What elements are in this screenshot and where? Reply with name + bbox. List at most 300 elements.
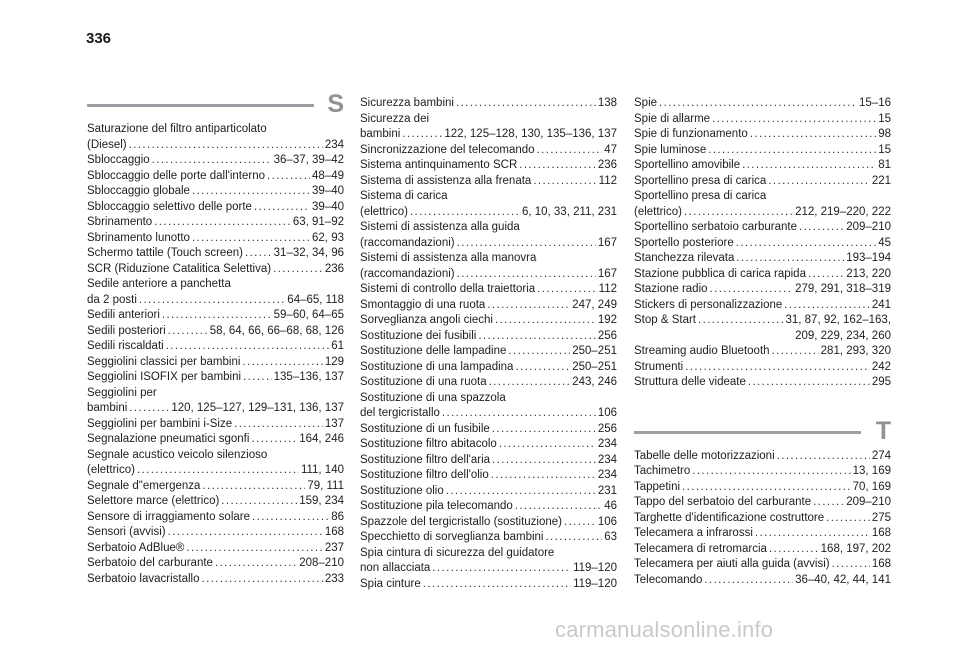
entry-title: Selettore marce (elettrico) — [87, 495, 220, 507]
index-entry — [634, 480, 891, 496]
entry-line — [634, 449, 891, 465]
index-entry — [634, 375, 891, 391]
index-entry — [360, 158, 617, 174]
index-entry — [634, 112, 891, 128]
entry-line — [360, 484, 617, 500]
index-entry — [634, 220, 891, 236]
dot-leader — [736, 236, 876, 252]
entry-pages: 63, 91–92 — [292, 216, 344, 228]
dot-leader — [245, 246, 272, 262]
entry-pages: 236 — [324, 262, 344, 275]
dot-leader — [736, 251, 844, 267]
index-entry — [87, 510, 344, 526]
section-letter: S — [327, 90, 344, 118]
entry-line — [87, 231, 344, 247]
index-entry — [87, 200, 344, 216]
entry-line — [360, 158, 617, 174]
index-entry — [634, 158, 891, 174]
entry-pages: 137 — [324, 417, 344, 430]
entry-title: Sostituzione di un fusibile — [360, 422, 490, 435]
entry-line — [360, 205, 617, 221]
entry-pages: 209–210 — [846, 496, 891, 508]
entry-line — [87, 355, 344, 371]
entry-text-line: Sedile anteriore a panchetta — [87, 278, 231, 290]
index-entry — [360, 344, 617, 360]
entry-pages: 168 — [871, 558, 891, 570]
entry-pages: 135–136, 137 — [273, 371, 344, 383]
index-entry — [87, 386, 344, 417]
entry-line — [87, 293, 344, 309]
entry-line — [634, 480, 891, 496]
dot-leader — [799, 220, 844, 236]
entry-line — [634, 158, 891, 174]
dot-leader — [457, 236, 596, 252]
index-entry — [87, 308, 344, 324]
entry-line — [360, 515, 617, 531]
dot-leader — [537, 282, 597, 298]
index-entry — [634, 313, 891, 344]
entry-line — [87, 525, 344, 541]
index-entry — [87, 231, 344, 247]
entry-line — [634, 220, 891, 236]
entry-line — [360, 406, 617, 422]
entry-line — [360, 344, 617, 360]
dot-leader — [192, 231, 310, 247]
section-letter: T — [875, 416, 891, 445]
entry-title: Sensore di irraggiamento solare — [87, 510, 251, 523]
dot-leader — [748, 375, 870, 391]
entry-pages: 46 — [604, 500, 617, 512]
index-entry — [87, 277, 344, 308]
entry-pages: 13, 169 — [852, 465, 891, 477]
entry-pages: 31, 87, 92, 162–163, — [785, 314, 891, 326]
entry-line — [360, 282, 617, 298]
entry-title: (Diesel) — [87, 138, 127, 151]
index-entry — [87, 324, 344, 340]
index-entry — [360, 391, 617, 422]
entry-title: Seggiolini per bambini i-Size — [87, 417, 233, 430]
entry-title: Sportellino serbatoio carburante — [634, 221, 798, 233]
entry-title: non allacciata — [360, 562, 431, 574]
index-entry — [87, 417, 344, 433]
entry-text-line: Sistemi di assistenza alla guida — [360, 221, 520, 233]
entry-pages: 193–194 — [846, 252, 891, 264]
dot-leader — [234, 417, 323, 433]
entry-line — [634, 573, 891, 589]
entry-pages: 79, 111 — [307, 479, 344, 492]
entry-pages: 250–251 — [572, 360, 617, 373]
index-entry — [634, 174, 891, 190]
entry-line — [634, 298, 891, 314]
dot-leader — [446, 484, 596, 500]
dot-leader — [139, 293, 285, 309]
entry-title: Seggiolini classici per bambini — [87, 355, 241, 368]
dot-leader — [704, 573, 793, 589]
entry-line — [360, 329, 617, 345]
dot-leader — [784, 298, 870, 314]
index-entry — [87, 432, 344, 448]
index-entry — [87, 184, 344, 200]
entry-pages: 236 — [597, 159, 617, 171]
dot-leader — [129, 401, 169, 417]
index-entry — [634, 344, 891, 360]
entry-pages: 112 — [598, 174, 617, 187]
index-entry — [87, 215, 344, 231]
index-entry — [87, 246, 344, 262]
entry-pages: 213, 220 — [846, 267, 891, 280]
entry-title: del tergicristallo — [360, 407, 440, 419]
index-entry — [634, 251, 891, 267]
entry-pages: 279, 291, 318–319 — [795, 283, 891, 295]
entry-line — [87, 572, 344, 588]
index-entry — [360, 468, 617, 484]
entry-pages: 281, 293, 320 — [820, 345, 891, 357]
dot-leader — [495, 313, 596, 329]
entry-title: (elettrico) — [87, 464, 135, 476]
index-entry — [360, 577, 617, 593]
entry-line — [634, 143, 891, 159]
index-column-2 — [360, 96, 617, 592]
index-entry — [634, 189, 891, 220]
entry-title: Seggiolini ISOFIX per bambini — [87, 371, 242, 383]
dot-leader — [515, 499, 602, 515]
entry-title: Sbloccaggio selettivo delle porte — [87, 200, 252, 213]
section-rule — [87, 104, 314, 107]
entry-line — [360, 143, 617, 159]
entry-line — [634, 526, 891, 542]
entry-pages: 6, 10, 33, 211, 231 — [521, 205, 617, 218]
entry-line — [360, 422, 617, 438]
entry-line — [634, 267, 891, 283]
entry-line — [87, 169, 344, 185]
index-entry — [634, 236, 891, 252]
dot-leader — [168, 324, 208, 340]
entry-line — [634, 344, 891, 360]
entry-line — [634, 360, 891, 376]
entry-line — [87, 324, 344, 340]
dot-leader — [456, 96, 596, 112]
entry-pages: 129 — [324, 355, 344, 368]
entry-pages: 192 — [597, 314, 617, 326]
entry-pages: 168, 197, 202 — [820, 542, 891, 555]
entry-title: Telecamera per aiuti alla guida (avvisi) — [634, 558, 830, 570]
dot-leader — [221, 494, 297, 510]
dot-leader — [545, 530, 602, 546]
entry-pages: 36–40, 42, 44, 141 — [795, 573, 891, 586]
entry-line — [634, 495, 891, 511]
entry-pages: 167 — [597, 267, 617, 280]
entry-pages: 234 — [597, 469, 617, 481]
index-entry — [634, 542, 891, 558]
index-entry — [87, 355, 344, 371]
dot-leader — [168, 525, 323, 541]
entry-pages: 234 — [324, 138, 344, 151]
entry-title: Spazzole del tergicristallo (sostituzione) — [360, 515, 562, 528]
dot-leader — [742, 158, 876, 174]
entry-line — [87, 262, 344, 278]
dot-leader — [537, 143, 603, 159]
index-entry — [634, 267, 891, 283]
entry-pages: 36–37, 39–42 — [273, 154, 344, 166]
entry-pages: 58, 64, 66, 66–68, 68, 126 — [209, 324, 344, 337]
entry-pages: 247, 249 — [572, 298, 617, 311]
dot-leader — [777, 449, 870, 465]
entry-pages: 39–40 — [312, 185, 344, 197]
entry-title: Spia cinture — [360, 577, 421, 590]
entry-pages: 233 — [324, 572, 344, 585]
dot-leader — [457, 267, 596, 283]
index-entry — [360, 329, 617, 345]
entry-pages: 64–65, 118 — [287, 293, 344, 306]
entry-title: Smontaggio di una ruota — [360, 298, 486, 311]
entry-line — [634, 251, 891, 267]
entry-title: Sincronizzazione del telecomando — [360, 143, 535, 156]
entry-title: Serbatoio lavacristallo — [87, 572, 200, 585]
entry-line — [87, 184, 344, 200]
entry-line — [87, 541, 344, 557]
entry-pages: 168 — [871, 527, 891, 539]
entry-text-line: Saturazione del filtro antiparticolato — [87, 123, 267, 135]
entry-pages: 86 — [331, 510, 344, 523]
entry-pages: 208–210 — [299, 557, 344, 569]
index-entry — [634, 557, 891, 573]
dot-leader — [192, 184, 310, 200]
entry-line — [634, 236, 891, 252]
entry-line — [87, 494, 344, 510]
entry-pages: 209–210 — [846, 221, 891, 233]
entry-line — [360, 313, 617, 329]
entry-pages: 106 — [597, 407, 617, 419]
index-entry — [634, 96, 891, 112]
entry-line — [87, 200, 344, 216]
index-entry — [87, 370, 344, 386]
dot-leader — [769, 542, 819, 558]
index-entry — [634, 127, 891, 143]
entry-pages: 250–251 — [572, 345, 617, 357]
entry-line — [87, 246, 344, 262]
entry-pages: 39–40 — [312, 200, 344, 213]
index-entry — [360, 174, 617, 190]
entry-line — [634, 174, 891, 190]
entry-pages: 70, 169 — [852, 480, 891, 493]
dot-leader — [267, 169, 310, 185]
entry-title: Sostituzione delle lampadine — [360, 345, 507, 357]
entry-line — [87, 417, 344, 433]
entry-title: Stanchezza rilevata — [634, 252, 735, 264]
entry-title: Sostituzione olio — [360, 484, 444, 497]
section-rule — [634, 431, 861, 434]
entry-title: Sedili anteriori — [87, 309, 160, 321]
entry-title: (elettrico) — [360, 205, 408, 218]
entry-pages: 167 — [597, 236, 617, 249]
index-entry — [360, 422, 617, 438]
entry-title: Sostituzione di una ruota — [360, 376, 487, 388]
entry-line — [634, 375, 891, 391]
entry-pages: 15 — [878, 143, 891, 156]
dot-leader — [768, 174, 869, 190]
entry-line — [360, 360, 617, 376]
dot-leader — [710, 282, 794, 298]
index-entry — [634, 464, 891, 480]
index-entry — [87, 122, 344, 153]
entry-text-line: Sportellino presa di carica — [634, 190, 767, 202]
dot-leader — [659, 96, 857, 112]
dot-leader — [243, 370, 272, 386]
entry-pages: 274 — [871, 449, 891, 462]
index-entry — [360, 453, 617, 469]
entry-line — [87, 153, 344, 169]
entry-text-line: Sicurezza dei — [360, 112, 430, 125]
index-entry — [360, 546, 617, 577]
index-entry — [360, 375, 617, 391]
entry-line — [634, 96, 891, 112]
index-entry — [360, 112, 617, 143]
dot-leader — [772, 344, 819, 360]
index-entry — [360, 282, 617, 298]
index-entry — [634, 449, 891, 465]
entry-title: Sostituzione di una lampadina — [360, 360, 514, 373]
index-entry — [360, 530, 617, 546]
entry-pages: 275 — [871, 511, 891, 524]
entry-pages: 48–49 — [312, 169, 344, 182]
index-entry — [360, 437, 617, 453]
entry-pages: 63 — [604, 531, 617, 543]
dot-leader — [152, 153, 272, 169]
dot-leader — [832, 557, 870, 573]
index-column-3 — [634, 96, 891, 588]
entry-pages: 243, 246 — [572, 376, 617, 388]
entry-line — [360, 96, 617, 112]
entry-pages: 164, 246 — [299, 433, 344, 445]
entry-line — [360, 127, 617, 143]
index-entry — [87, 339, 344, 355]
entry-title: Segnalazione pneumatici sgonfi — [87, 433, 250, 445]
entry-line — [360, 298, 617, 314]
entry-line — [360, 561, 617, 577]
entry-text-line: Sistemi di assistenza alla manovra — [360, 252, 537, 264]
entry-title: Sostituzione filtro dell'olio — [360, 469, 489, 481]
dot-leader — [423, 577, 571, 593]
entry-text-line: Spia cintura di sicurezza del guidatore — [360, 546, 555, 559]
entry-pages: 120, 125–127, 129–131, 136, 137 — [171, 402, 344, 414]
entry-pages: 221 — [871, 174, 891, 187]
entry-line — [360, 530, 617, 546]
entry-title: Spie luminose — [634, 143, 707, 156]
entry-pages: 241 — [871, 298, 891, 311]
index-entry — [360, 96, 617, 112]
entry-title: Sbloccaggio delle porte dall'interno — [87, 169, 266, 182]
dot-leader — [154, 215, 291, 231]
entry-title: SCR (Riduzione Catalitica Selettiva) — [87, 262, 272, 275]
entry-pages: 81 — [878, 159, 891, 171]
dot-leader — [712, 112, 876, 128]
dot-leader — [432, 561, 571, 577]
entry-title: Sbloccaggio globale — [87, 185, 190, 197]
dot-leader — [508, 344, 570, 360]
entry-line — [360, 437, 617, 453]
dot-leader — [402, 127, 442, 143]
dot-leader — [166, 339, 330, 355]
index-entry — [87, 572, 344, 588]
entry-title: Segnale d"emergenza — [87, 479, 201, 492]
entry-title: (elettrico) — [634, 205, 682, 218]
entry-line — [87, 339, 344, 355]
entry-pages: 98 — [878, 128, 891, 140]
index-entry — [634, 282, 891, 298]
entry-pages: 47 — [604, 143, 617, 156]
entry-line — [634, 205, 891, 221]
entry-line — [360, 468, 617, 484]
index-entry — [87, 556, 344, 572]
dot-leader — [202, 479, 305, 495]
entry-title: Sostituzione filtro dell'aria — [360, 453, 491, 466]
dot-leader — [491, 468, 596, 484]
dot-leader — [242, 355, 322, 371]
entry-pages: 295 — [871, 376, 891, 388]
entry-title: Spie di funzionamento — [634, 128, 748, 140]
dot-leader — [478, 329, 595, 345]
dot-leader — [254, 200, 310, 216]
entry-title: da 2 posti — [87, 293, 137, 306]
entry-text-line: Seggiolini per — [87, 386, 157, 399]
entry-pages: 138 — [597, 97, 617, 109]
entry-pages: 59–60, 64–65 — [273, 309, 344, 321]
dot-leader — [273, 262, 323, 278]
entry-title: Schermo tattile (Touch screen) — [87, 247, 243, 259]
entry-title: Sportellino amovibile — [634, 159, 741, 171]
dot-leader — [750, 127, 876, 143]
dot-leader — [252, 510, 329, 526]
entry-line — [360, 267, 617, 283]
entry-title: Sistema di assistenza alla frenata — [360, 174, 532, 187]
entry-title: Stickers di personalizzazione — [634, 298, 783, 311]
index-entry — [634, 495, 891, 511]
dot-leader — [410, 205, 520, 221]
entry-title: Sistema antinquinamento SCR — [360, 159, 518, 171]
dot-leader — [499, 437, 596, 453]
dot-leader — [202, 572, 323, 588]
entry-title: Telecomando — [634, 573, 703, 586]
entry-pages-continued: 209, 229, 234, 260 — [795, 329, 891, 342]
index-entry — [87, 262, 344, 278]
entry-text-line: Segnale acustico veicolo silenzioso — [87, 448, 268, 461]
entry-title: Sostituzione pila telecomando — [360, 500, 513, 512]
entry-line — [634, 464, 891, 480]
entry-line — [87, 510, 344, 526]
entry-line — [360, 174, 617, 190]
entry-line — [634, 127, 891, 143]
entry-title: Streaming audio Bluetooth — [634, 345, 770, 357]
dot-leader — [813, 495, 844, 511]
entry-pages: 112 — [598, 283, 617, 295]
entry-line — [87, 138, 344, 154]
dot-leader — [755, 526, 870, 542]
entry-pages: 159, 234 — [299, 495, 344, 507]
index-entry — [634, 511, 891, 527]
entry-title: Serbatoio AdBlue® — [87, 541, 185, 554]
index-entry — [360, 499, 617, 515]
entry-text-line: Sostituzione di una spazzola — [360, 391, 506, 404]
entry-line — [634, 112, 891, 128]
index-entry — [87, 541, 344, 557]
entry-title: Spie — [634, 97, 658, 109]
index-entry — [87, 153, 344, 169]
entry-title: Sbrinamento lunotto — [87, 231, 190, 244]
index-entry — [634, 526, 891, 542]
entry-line — [87, 370, 344, 386]
entry-line — [87, 308, 344, 324]
entry-title: Sostituzione filtro abitacolo — [360, 438, 497, 450]
